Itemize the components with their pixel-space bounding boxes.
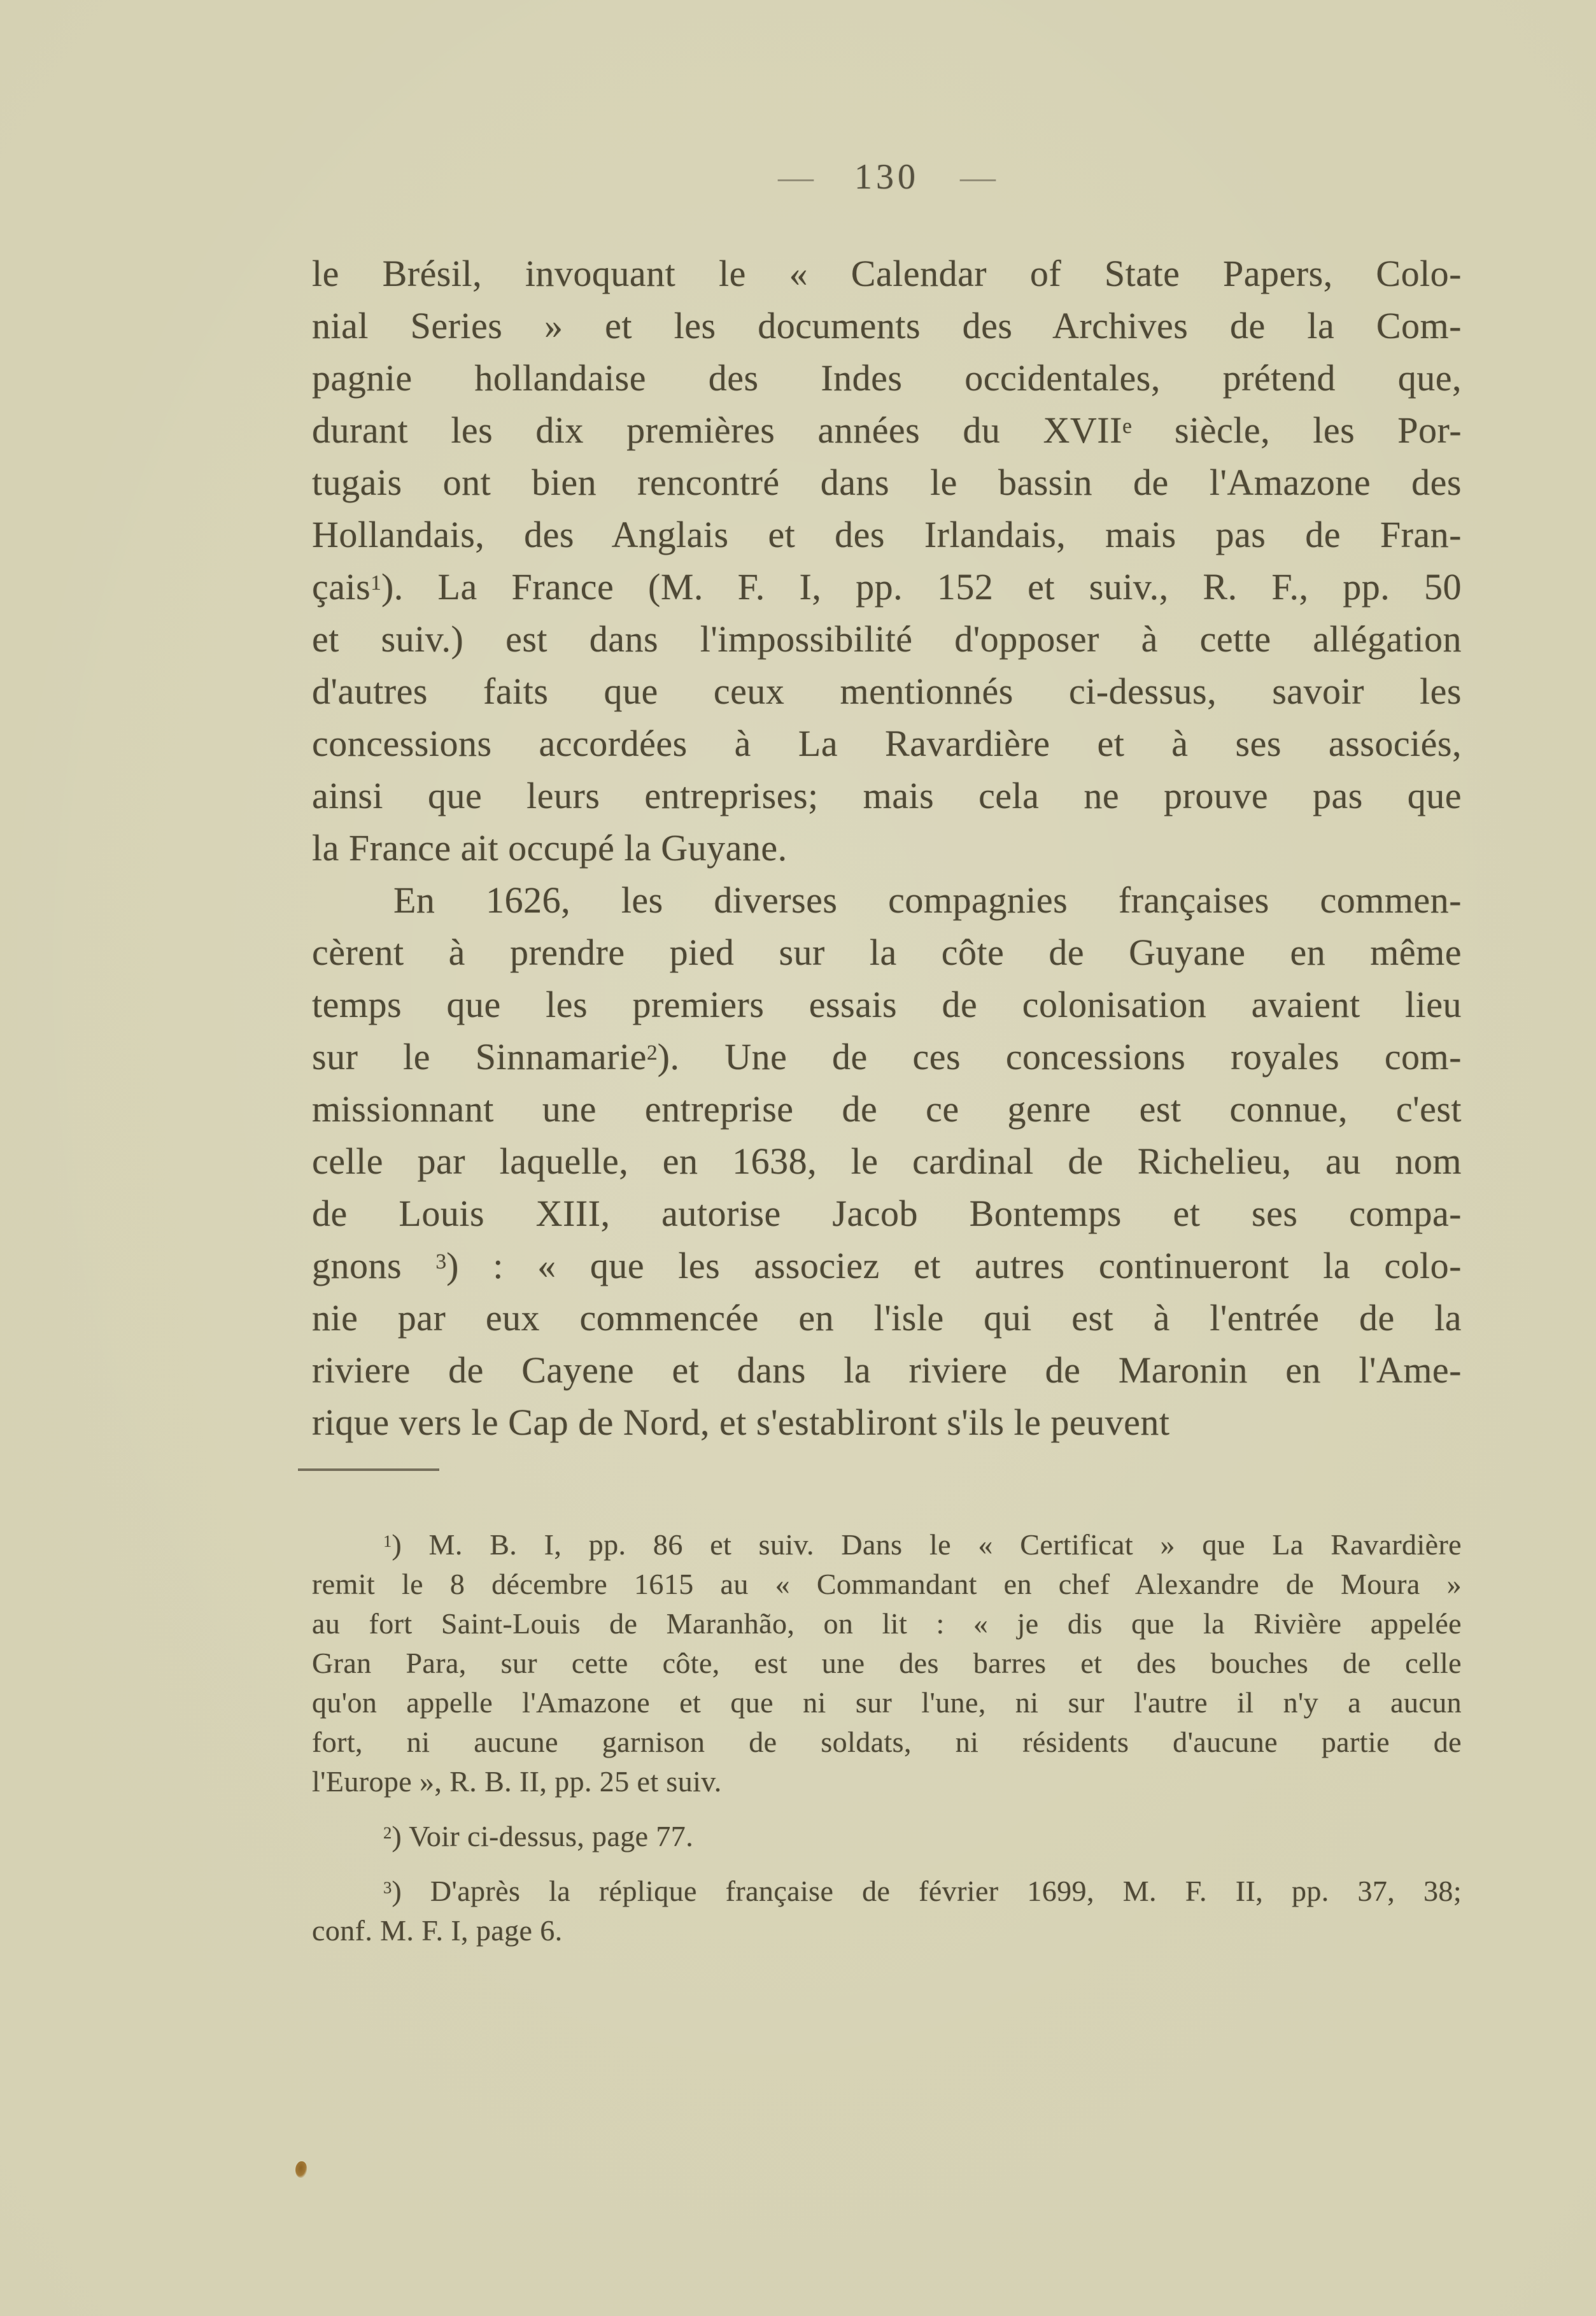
body-line: cèrent à prendre pied sur la côte de Guyane en même — [312, 932, 1462, 973]
foxing-spot — [294, 2161, 307, 2178]
body-line: et suiv.) est dans l'impossibilité d'opposer à cette allégation — [312, 618, 1462, 660]
footnote-line: l'Europe », R. B. II, pp. 25 et suiv. — [312, 1765, 722, 1798]
footnote-line: conf. M. F. I, page 6. — [312, 1914, 563, 1947]
footnote-line: au fort Saint-Louis de Maranhão, on lit : « je dis que la Rivière appelée — [312, 1607, 1462, 1640]
body-line: de Louis XIII, autorise Jacob Bontemps et ses compa- — [312, 1193, 1462, 1234]
body-line: d'autres faits que ceux mentionnés ci-dessus, savoir les — [312, 671, 1462, 712]
body-line: nial Series » et les documents des Archives de la Com- — [312, 305, 1462, 346]
body-line: durant les dix premières années du XVIIe siècle, les Por- — [312, 409, 1462, 451]
body-line: temps que les premiers essais de colonisation avaient lieu — [312, 984, 1462, 1025]
footnote-line: remit le 8 décembre 1615 au « Commandant en chef Alexandre de Moura » — [312, 1568, 1462, 1600]
footnote-line: $^2$) Voir ci-dessus, page 77. — [383, 1820, 694, 1852]
body-line: celle par laquelle, en 1638, le cardinal de Richelieu, au nom — [312, 1140, 1462, 1182]
header-dash-left: — — [778, 157, 814, 197]
body-line: tugais ont bien rencontré dans le bassin de l'Amazone des — [312, 462, 1462, 503]
body-line: rique vers le Cap de Nord, et s'establiront s'ils le peuvent — [312, 1402, 1170, 1443]
page-header — [312, 158, 1462, 196]
body-line: En 1626, les diverses compagnies françaises commen- — [393, 879, 1462, 921]
paragraph — [312, 874, 1462, 1449]
body-line: missionnant une entreprise de ce genre est connue, c'est — [312, 1088, 1462, 1130]
body-line: concessions accordées à La Ravardière et à ses associés, — [312, 723, 1462, 764]
footnote-line: fort, ni aucune garnison de soldats, ni résidents d'aucune partie de — [312, 1726, 1462, 1758]
page-number: 130 — [854, 157, 919, 197]
body-line: Hollandais, des Anglais et des Irlandais, mais pas de Fran- — [312, 514, 1462, 555]
footnotes — [312, 1525, 1462, 1950]
body-line: gnons $^3$) : « que les associez et autres continueront la colo- — [312, 1245, 1462, 1286]
footnote-line: $^3$) D'après la réplique française de février 1699, M. F. II, pp. 37, 38; — [383, 1875, 1462, 1907]
footnote — [312, 1525, 1462, 1801]
paragraph — [312, 248, 1462, 874]
footnote — [312, 1872, 1462, 1950]
footnote-line: qu'on appelle l'Amazone et que ni sur l'une, ni sur l'autre il n'y a aucun — [312, 1686, 1462, 1719]
footnote-line: Gran Para, sur cette côte, est une des barres et des bouches de celle — [312, 1647, 1462, 1679]
body-text — [312, 248, 1462, 1449]
body-line: pagnie hollandaise des Indes occidentales, prétend que, — [312, 357, 1462, 399]
body-line: le Brésil, invoquant le « Calendar of State Papers, Colo- — [312, 253, 1462, 294]
body-line: la France ait occupé la Guyane. — [312, 827, 787, 869]
header-dash-right: — — [960, 157, 996, 197]
footnote — [312, 1817, 1462, 1856]
body-line: nie par eux commencée en l'isle qui est à l'entrée de la — [312, 1297, 1462, 1339]
body-line: çais$^1$). La France (M. F. I, pp. 152 et suiv., R. F., pp. 50 — [312, 566, 1462, 607]
body-line: riviere de Cayene et dans la riviere de Maronin en l'Ame- — [312, 1349, 1462, 1391]
footnote-separator-rule — [298, 1468, 439, 1471]
body-line: sur le Sinnamarie$^2$). Une de ces concessions royales com- — [312, 1036, 1462, 1077]
body-line: ainsi que leurs entreprises; mais cela ne prouve pas que — [312, 775, 1462, 816]
footnote-line: $^1$) M. B. I, pp. 86 et suiv. Dans le « Certificat » que La Ravardière — [383, 1528, 1462, 1561]
